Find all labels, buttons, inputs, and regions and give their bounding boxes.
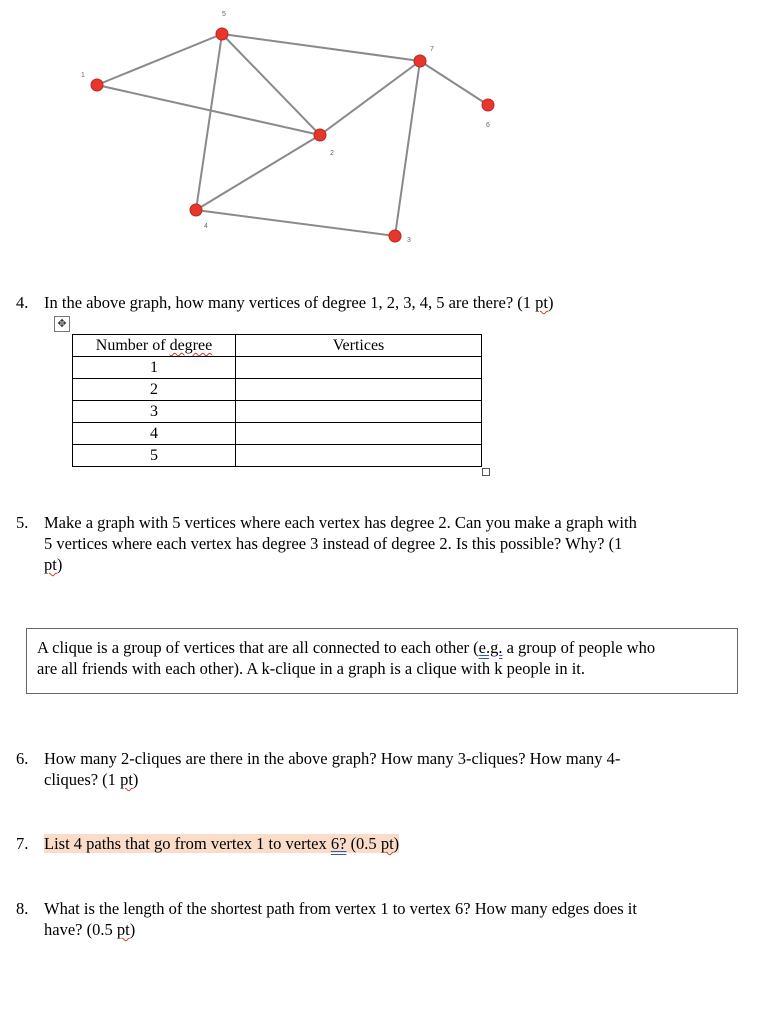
degree-word: degree: [169, 337, 213, 354]
vertex-2: [314, 129, 326, 141]
question-text-line2: have? (0.5: [44, 920, 117, 939]
vertices-cell[interactable]: [236, 401, 482, 423]
degree-cell: 2: [73, 379, 236, 401]
table-move-handle-icon[interactable]: ✥: [54, 316, 70, 332]
degree-cell: 1: [73, 357, 236, 379]
eg-abbrev: e.g.: [478, 638, 503, 657]
question-6: [16, 748, 736, 790]
question-text-line1: How many 2-cliques are there in the above graph? How many 3-cliques? How many 4-: [44, 749, 621, 768]
question-8: [16, 898, 736, 940]
vertex-5: [216, 28, 228, 40]
points-unit: pt: [120, 770, 133, 789]
header-number-of-degree: Number of degree: [73, 335, 236, 357]
vertex-4: [190, 204, 202, 216]
points-unit: pt: [116, 920, 130, 939]
vertex-six: 6?: [330, 834, 347, 853]
paren: ): [129, 920, 136, 939]
vertex-label-2: 2: [330, 150, 334, 157]
question-4: [16, 292, 736, 313]
question-number: 8.: [16, 899, 29, 918]
vertex-label-7: 7: [430, 46, 434, 53]
points-unit: pt: [535, 293, 548, 312]
paren: ): [132, 770, 139, 789]
vertex-6: [482, 99, 494, 111]
edge-5-2: [222, 34, 320, 135]
degree-cell: 5: [73, 445, 236, 467]
question-number: 6.: [16, 749, 29, 768]
table-row: [73, 379, 482, 401]
edge-5-4: [196, 34, 222, 210]
vertices-cell[interactable]: [236, 445, 482, 467]
edge-7-6: [420, 61, 488, 105]
question-text-line2: cliques? (1: [44, 770, 121, 789]
header-vertices: Vertices: [236, 335, 482, 357]
edge-7-2: [320, 61, 420, 135]
graph-edges: [97, 34, 488, 236]
paren: ): [548, 293, 554, 312]
points-unit: pt: [44, 555, 57, 574]
definition-text-b: a group of people who: [502, 638, 656, 657]
degree-table: [72, 334, 482, 467]
degree-cell: 4: [73, 423, 236, 445]
table-row: [73, 423, 482, 445]
question-text-line1: What is the length of the shortest path from vertex 1 to vertex 6? How many edges does it: [44, 899, 637, 918]
degree-cell: 3: [73, 401, 236, 423]
edge-7-3: [395, 61, 420, 236]
paren: ): [56, 555, 63, 574]
question-text-line1: Make a graph with 5 vertices where each vertex has degree 2. Can you make a graph with: [44, 513, 637, 532]
edge-1-5: [97, 34, 222, 85]
vertex-label-1: 1: [81, 72, 85, 79]
question-text: List 4 paths that go from vertex 1 to vertex: [44, 834, 331, 853]
vertex-7: [414, 55, 426, 67]
edge-2-4: [196, 135, 320, 210]
vertices-cell[interactable]: [236, 357, 482, 379]
clique-definition-box: [26, 628, 738, 694]
vertex-label-3: 3: [407, 237, 411, 244]
paren: ): [393, 834, 400, 853]
highlighted-question: [44, 834, 399, 853]
question-number: 4.: [16, 293, 29, 312]
question-7: [16, 833, 736, 854]
definition-text-a: A clique is a group of vertices that are all connected to each other (: [37, 638, 479, 657]
table-resize-handle[interactable]: [482, 468, 490, 476]
table-header-row: [73, 335, 482, 357]
question-text: In the above graph, how many vertices of degree 1, 2, 3, 4, 5 are there? (1: [44, 293, 536, 312]
graph-figure: [0, 0, 762, 260]
question-number: 7.: [16, 834, 29, 853]
table-row: [73, 445, 482, 467]
vertex-3: [389, 230, 401, 242]
table-row: [73, 401, 482, 423]
vertex-label-6: 6: [486, 122, 490, 129]
edge-5-7: [222, 34, 420, 61]
question-number: 5.: [16, 513, 29, 532]
definition-text-line2: are all friends with each other). A k-clique in a graph is a clique with k people in it.: [37, 659, 585, 678]
question-text-line2: 5 vertices where each vertex has degree 3 instead of degree 2. Is this possible? Why? (1: [44, 534, 623, 553]
question-5: [16, 512, 736, 575]
question-points: (0.5: [346, 834, 381, 853]
points-unit: pt: [380, 834, 394, 853]
vertices-cell[interactable]: [236, 379, 482, 401]
edge-4-3: [196, 210, 395, 236]
table-row: [73, 357, 482, 379]
vertex-1: [91, 79, 103, 91]
vertex-label-4: 4: [204, 223, 208, 230]
vertices-cell[interactable]: [236, 423, 482, 445]
vertex-label-5: 5: [222, 11, 226, 18]
